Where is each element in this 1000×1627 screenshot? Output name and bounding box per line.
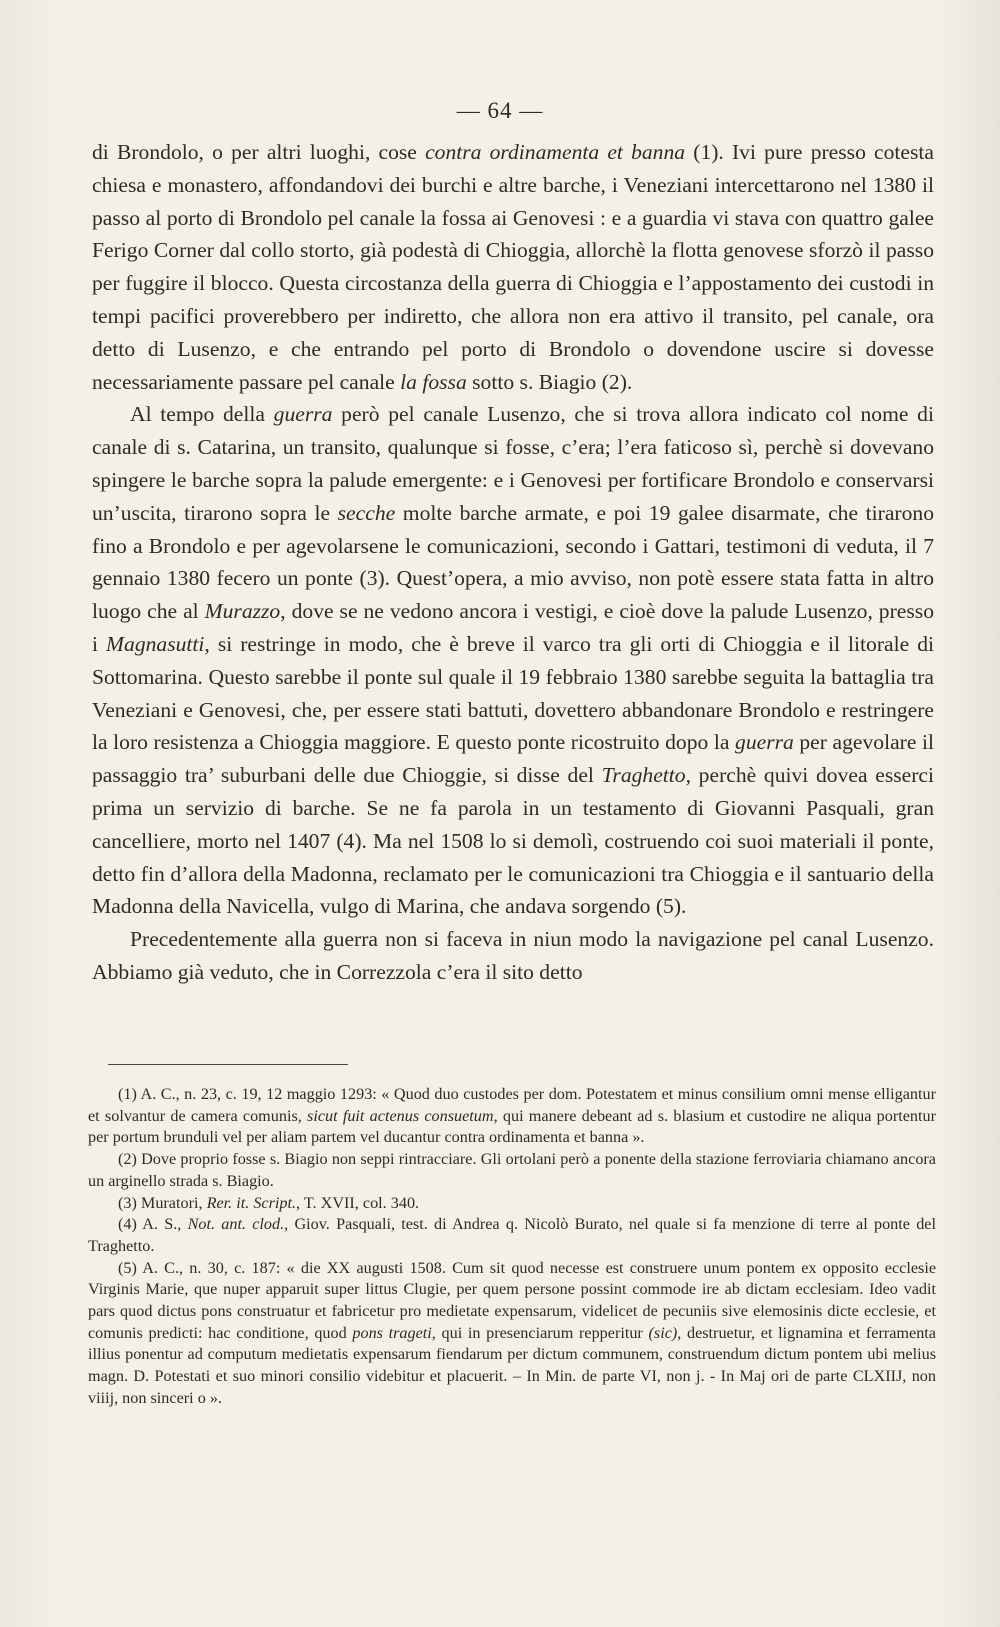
text-run: , qui in presenciarum repperitur: [431, 1323, 649, 1342]
text-run: (4) A. S.,: [118, 1215, 188, 1234]
text-run: però pel canale Lusenzo, che si trova allora indicato col nome di canale di s. Catarina, un transito, qualunque si fosse, c’era; l’era faticoso sì, perchè si dovevano spingere le barche sopra la palude emergente: e i Genovesi per fortificare Brondolo e conservarsi un’uscita, tirarono sopra le: [92, 402, 934, 525]
text-run: , qui manere debeant ad s. blasium et custodire ne aliqua portentur per portum brunduli vel per aliam partem vel ducantur contra ordinamenta et banna ».: [88, 1106, 936, 1147]
text-run: (5) A. C., n. 30, c. 187: « die XX augusti 1508. Cum sit quod necesse est construere unum pontem ex opposito ecclesie Virginis Marie, que nuper apparuit super littus Clugie, per quem persone possint commode ire ab dictam ecclesiam. Ideo vadit pars quod dictus pons construatur et fabricetur pro medietate expensarum, videlicet de pecuniis sive elemosinis dicte ecclesie, et comunis predicti: hac conditione, quod: [88, 1258, 936, 1342]
text-run: sotto s. Biagio (2).: [466, 369, 633, 394]
italic-text: Magnasutti: [106, 631, 205, 656]
text-run: (3) Muratori,: [118, 1193, 207, 1212]
text-run: di Brondolo, o per altri luoghi, cose: [92, 140, 426, 164]
text-run: (2) Dove proprio fosse s. Biagio non seppi rintracciare. Gli ortolani però a ponente della stazione ferroviaria chiamano ancora un arginello strada s. Biagio.: [88, 1150, 936, 1190]
italic-text: pons trageti: [352, 1323, 432, 1342]
footnote-2: [88, 1149, 936, 1192]
text-run: , T. XVII, col. 340.: [296, 1193, 420, 1212]
text-run: , si restringe in modo, che è breve il varco tra gli orti di Chioggia e il litorale di Sottomarina. Questo sarebbe il ponte sul quale il 19 febbraio 1380 sarebbe seguita la battaglia tra Veneziani e Genovesi, che, per essere stati battuti, dovettero abbandonare Brondolo e restringere la loro resistenza a Chioggia maggiore. E questo ponte ricostruito dopo la: [92, 631, 934, 755]
italic-text: Traghetto: [601, 763, 686, 788]
text-run: , dove se ne vedono ancora i vestigi, e cioè dove la palude Lusenzo, presso i: [92, 599, 934, 656]
text-run: , Giov. Pasquali, test. di Andrea q. Nicolò Burato, nel quale si fa menzione di terre al ponte del Traghetto.: [88, 1215, 936, 1255]
italic-text: Murazzo: [204, 599, 281, 624]
text-run: , perchè quivi dovea esserci prima un servizio di barche. Se ne fa parola in un testamento di Giovanni Pasquali, gran cancelliere, morto nel 1407 (4). Ma nel 1508 lo si demolì, costruendo coi suoi materiali il ponte, detto fin d’allora della Madonna, reclamato per le comunicazioni tra Chioggia e il santuario della Madonna della Navicella, vulgo di Marina, che andava sorgendo (5).: [92, 763, 934, 919]
footnote-5: [88, 1258, 936, 1410]
italic-text: (sic): [648, 1323, 678, 1342]
text-run: Precedentemente alla guerra non si faceva in niun modo la navigazione pel canal Lusenzo. Abbiamo già veduto, che in Correzzola c’era il sito detto: [92, 927, 934, 984]
italic-text: secche: [337, 500, 396, 525]
italic-text: la fossa: [400, 369, 467, 394]
main-text: [92, 136, 934, 989]
page-number: — 64 —: [456, 98, 544, 123]
text-run: per agevolare il passaggio tra’ suburbani delle due Chioggie, si disse del: [92, 730, 935, 788]
italic-text: sicut fuit actenus consuetum: [307, 1106, 494, 1125]
italic-text: Rer. it. Script.: [206, 1193, 297, 1212]
paragraph-1: [92, 136, 934, 398]
footnotes: [88, 1084, 936, 1410]
text-run: (1) A. C., n. 23, c. 19, 12 maggio 1293: « Quod duo custodes per dom. Potestatem et minus consilium omni mense elligantur et solvantur de camera comunis,: [88, 1085, 936, 1125]
text-run: Al tempo della: [130, 402, 274, 427]
footnote-4: [88, 1214, 936, 1257]
italic-text: guerra: [273, 402, 333, 427]
footnote-separator: [108, 1064, 348, 1065]
italic-text: contra ordinamenta et banna: [425, 140, 686, 164]
footnote-3: [88, 1193, 936, 1215]
text-run: , destruetur, et lignamina et ferramenta illius ponentur ad computum medietatis expensarum fiendarum per dictum communem, construendum dictum pontem ubi melius magn. D. Potestati et suo minori consilio videbitur et placuerit. – In Min. de parte VI, non j. - In Maj ori de parte CLXIIJ, non viiij, non sinceri o ».: [88, 1323, 936, 1407]
paragraph-3: [92, 923, 934, 989]
italic-text: guerra: [735, 730, 794, 755]
italic-text: Not. ant. clod.: [187, 1215, 285, 1234]
text-run: (1). Ivi pure presso cotesta chiesa e monastero, affondandovi dei burchi e altre barche, i Veneziani intercettarono nel 1380 il passo al porto di Brondolo pel canale la fossa ai Genovesi : e a guardia vi stava con quattro galee Ferigo Corner dal collo storto, già podestà di Chioggia, allorchè la flotta genovese sforzò il passo per fuggire il blocco. Questa circostanza della guerra di Chioggia e l’appostamento dei custodi in tempi pacifici proverebbero per indiretto, che allora non era attivo il transito, pel canale, ora detto di Lusenzo, e che entrando pel porto di Brondolo o dovendone uscire si dovesse necessariamente passare pel canale: [92, 140, 934, 394]
footnote-1: [88, 1084, 936, 1149]
text-run: molte barche armate, e poi 19 galee disarmate, che tirarono fino a Brondolo e per agevolarsene le comunicazioni, secondo i Gattari, testimoni di veduta, il 7 gennaio 1380 fecero un ponte (3). Quest’opera, a mio avviso, non potè essere stata fatta in altro luogo che al: [92, 500, 934, 624]
paragraph-2: [92, 398, 934, 923]
